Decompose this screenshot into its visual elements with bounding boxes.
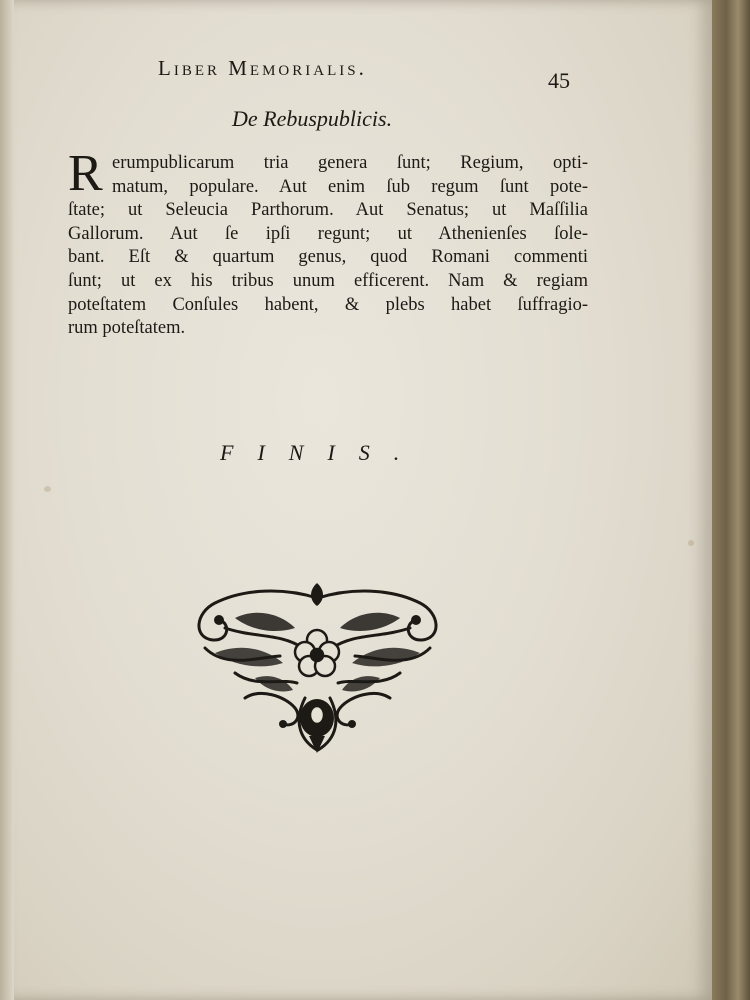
body-line: rum poteſtatem. xyxy=(68,318,186,339)
page-number: 45 xyxy=(548,68,570,93)
running-head: Liber Memorialis. xyxy=(158,56,367,80)
drop-cap: R xyxy=(68,145,103,202)
body-line: erumpublicarum tria genera ſunt; Regium, opti- xyxy=(112,153,588,173)
finis-text: FINIS. xyxy=(220,440,424,465)
body-text xyxy=(68,145,588,341)
section-title: De Rebuspublicis. xyxy=(232,106,393,131)
body-line: matum, populare. Aut enim ſub regum ſunt pote- xyxy=(112,176,588,197)
body-line: ſunt; ut ex his tribus unum efficerent. Nam & regiam xyxy=(68,270,588,291)
paper-stain xyxy=(688,540,694,546)
body-line: poteſtatem Conſules habent, & plebs habet ſuffragio- xyxy=(68,294,588,315)
body-line: ſtate; ut Seleucia Parthorum. Aut Senatus; ut Maſſilia xyxy=(68,200,588,221)
left-page-edge xyxy=(0,0,14,1000)
body-line: Gallorum. Aut ſe ipſi regunt; ut Athenienſes ſole- xyxy=(68,223,588,244)
body-line: bant. Eſt & quartum genus, quod Romani commenti xyxy=(68,247,588,268)
paper-stain xyxy=(44,486,51,492)
floral-tailpiece-ornament-icon xyxy=(185,578,450,763)
